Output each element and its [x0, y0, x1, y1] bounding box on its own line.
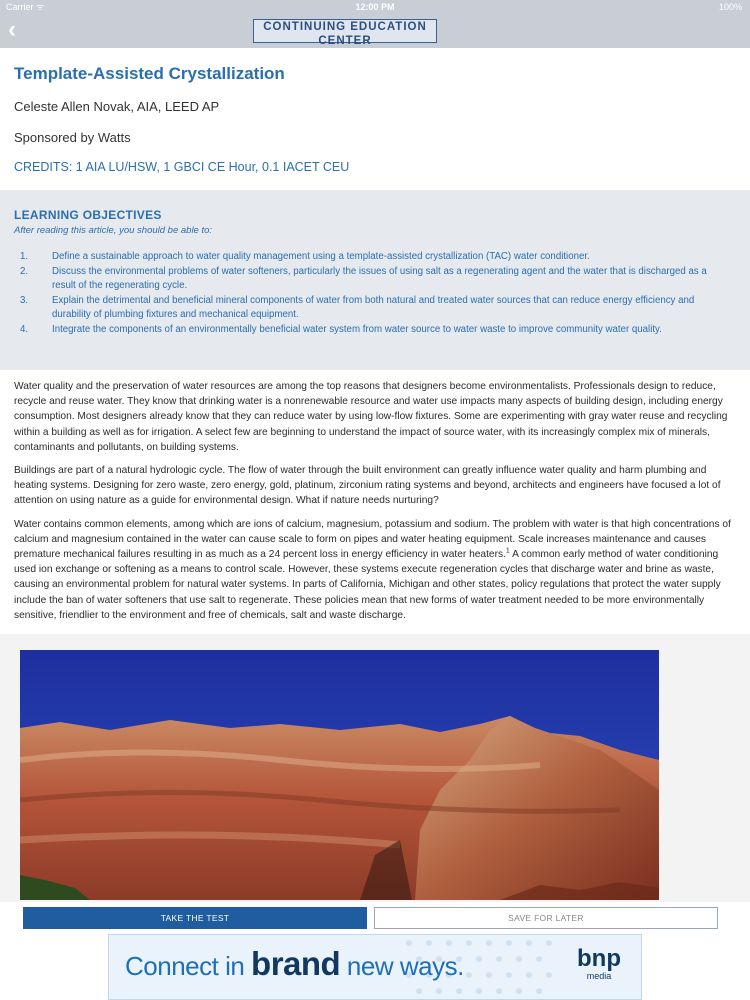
objective-item: 3. Explain the detrimental and beneficial mineral components of water from both natural and treated water sources that can reduce energy efficiency and durability of plumbing fixtures and mechanical equipment. [20, 294, 695, 320]
objectives-intro: After reading this article, you should be able to: [14, 225, 213, 236]
carrier-label: Carrier ᯤ [6, 2, 45, 12]
nav-bar [0, 14, 750, 48]
learning-objectives [0, 190, 750, 370]
chevron-left-icon[interactable]: ‹ [8, 16, 16, 43]
status-bar [0, 0, 750, 14]
footnote-marker[interactable]: 1 [505, 547, 510, 555]
page-title: Template-Assisted Crystallization [14, 64, 285, 83]
article-image-area [0, 634, 750, 902]
course-header [0, 48, 750, 190]
ad-headline: Connect in brand new ways. [125, 945, 464, 982]
battery-indicator: 100% [718, 2, 742, 12]
red-rock-cliff-photo [20, 650, 659, 900]
objective-item: 4. Integrate the components of an environmentally beneficial water system from water source to water waste to improve community water quality. [20, 323, 662, 335]
article-paragraph: Water contains common elements, among which are ions of calcium, magnesium, potassium and sodium. The problem with water is that high concentrations of calcium and magnesium contained in the water can cause scale to form on pipes and water heating equipment. Scale increases maintenance and causes premature mechanical failures resulting in as much as a 24 percent loss in energy efficiency in water heaters.$^1$ A common early method of water conditioning used ion exchange or softening as a means to control scale. However, these systems execute regeneration cycles that discharge water and brine as waste, causing an environmental problem for natural water systems. In parts of California, Michigan and other states, policy regulations that protect the water supply include the ban of water softeners that use salt to regenerate. These policies mean that new forms of water treatment needed to be more environmentally sensitive, friendlier to the environment and free of chemicals, salt and waste discharge. [14, 518, 731, 621]
article-body [14, 379, 734, 631]
objective-item: 2. Discuss the environmental problems of water softeners, particularly the issues of using salt as a regenerating agent and the water that is discharged as a result of the regenerating cycle. [20, 265, 707, 291]
sponsor: Sponsored by Watts [14, 130, 131, 145]
ad-banner[interactable] [108, 934, 642, 1000]
continuing-education-logo [253, 19, 437, 47]
author: Celeste Allen Novak, AIA, LEED AP [14, 99, 220, 114]
logo-title: CONTINUING EDUCATION CENTER [263, 21, 427, 47]
bnp-media-logo: bnp media [577, 945, 621, 981]
save-for-later-button[interactable]: SAVE FOR LATER [374, 907, 718, 929]
article-paragraph: Buildings are part of a natural hydrologic cycle. The flow of water through the built environment can greatly influence water quality and harm plumbing and heating systems. Designing for zero waste, zero energy, gold, platinum, zirconium rating systems and beyond, architects and engineers have focused a lot of attention on using nature as a guide for environmental design. What if nature needs nurturing? [14, 465, 721, 507]
take-test-button[interactable]: TAKE THE TEST [23, 907, 367, 929]
article-paragraph: Water quality and the preservation of water resources are among the top reasons that designers become environmentalists. Professionals design to reduce, recycle and reuse water. They know that drinking water is a nonrenewable resource and water use impacts many aspects of building design, including energy consumption. Most designers already know that they can reduce water by using low-flow fixtures. Some are experimenting with gray water reuse and recycling within a building as well as for irrigation. A select few are beginning to understand the impact of source water, with its increasingly complex mix of minerals, contaminants and pollutants, on building systems. [14, 381, 728, 453]
credits: CREDITS: 1 AIA LU/HSW, 1 GBCI CE Hour, 0.1 IACET CEU [14, 160, 350, 174]
objectives-heading: LEARNING OBJECTIVES [14, 208, 162, 222]
clock: 12:00 PM [355, 2, 395, 12]
action-bar [0, 902, 750, 936]
objectives-list [20, 250, 720, 337]
objective-item: 1. Define a sustainable approach to water quality management using a template-assisted crystallization (TAC) water conditioner. [20, 251, 590, 262]
